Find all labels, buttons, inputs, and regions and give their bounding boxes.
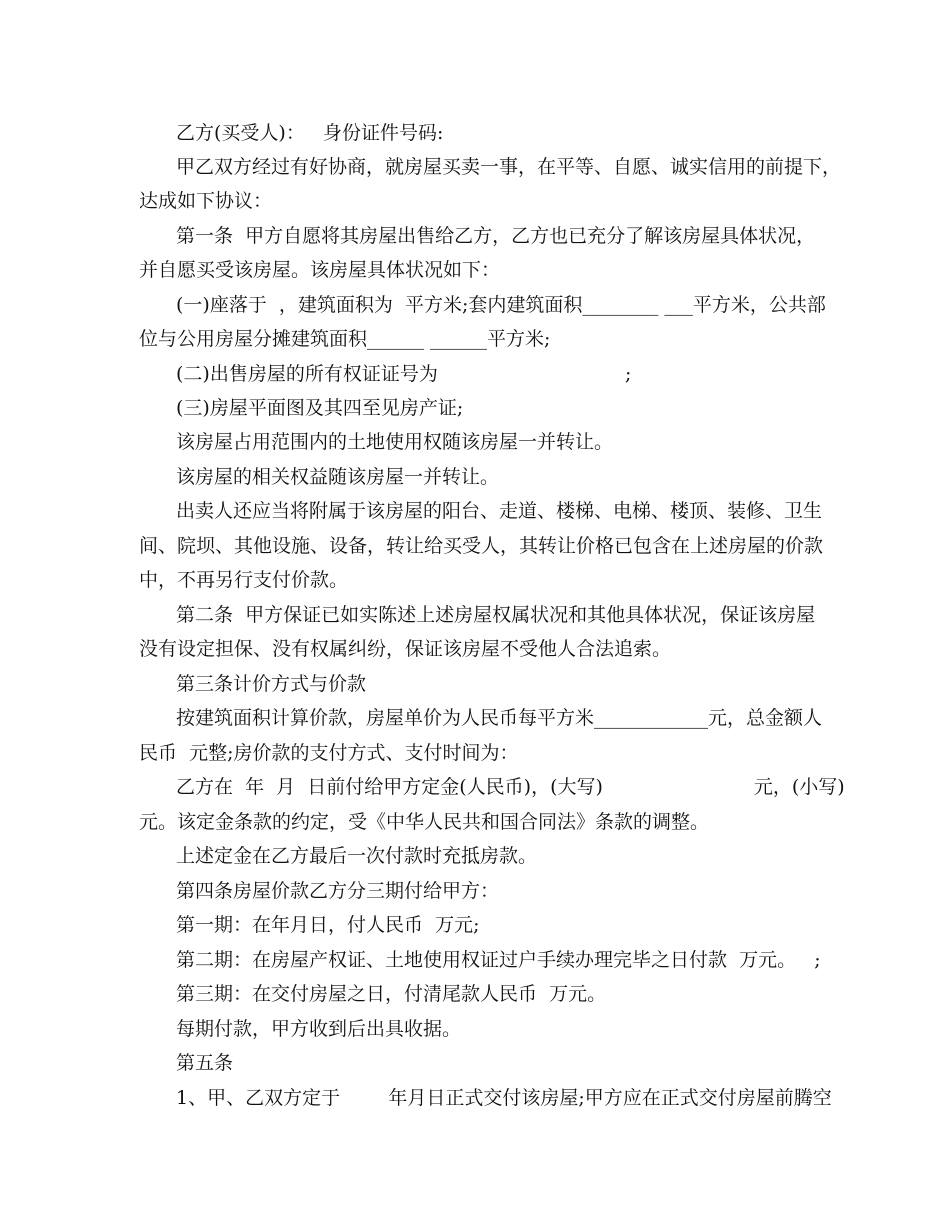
text-line: 甲乙双方经过有好协商，就房屋买卖一事，在平等、自愿、诚实信用的前提下， [176,156,842,178]
text-line: (三)房屋平面图及其四至见房产证; [176,397,464,419]
text-line: 每期付款，甲方收到后出具收据。 [176,1018,462,1040]
text-line: 民币 元整;房价款的支付方式、支付时间为： [139,742,519,764]
text-line: 并自愿买受该房屋。该房屋具体状况如下： [139,259,501,281]
text-line: 第二期：在房屋产权证、土地使用权证过户手续办理完毕之日付款 万元。 ; [176,949,821,971]
text-line: 没有设定担保、没有权属纠纷，保证该房屋不受他人合法追索。 [139,638,672,660]
article-1-heading: 第一条 甲方自愿将其房屋出售给乙方，乙方也已充分了解该房屋具体状况， [176,225,816,247]
text-line: 乙方在 年 月 日前付给甲方定金(人民币)，(大写) 元，(小写) [176,776,845,798]
text-line: 元。该定金条款的约定，受《中华人民共和国合同法》条款的调整。 [139,811,710,833]
article-3-heading: 第三条计价方式与价款 [176,673,367,695]
article-2-heading: 第二条 甲方保证已如实陈述上述房屋权属状况和其他具体状况，保证该房屋 [176,604,816,626]
article-5-heading: 第五条 [176,1052,234,1074]
text-line: 位与公用房屋分摊建筑面积______ ______平方米; [139,328,551,350]
text-line: (二)出售房屋的所有权证证号为 ; [176,363,632,385]
text-line: 第三期：在交付房屋之日，付清尾款人民币 万元。 [176,983,607,1005]
text-line: (一)座落于 ，建筑面积为 平方米;套内建筑面积________ ___平方米，公共部 [176,294,826,316]
text-line: 达成如下协议： [139,190,273,212]
text-line: 上述定金在乙方最后一次付款时充抵房款。 [176,845,538,867]
text-line: 中，不再另行支付价款。 [139,569,349,591]
text-line: 出卖人还应当将附属于该房屋的阳台、走道、楼梯、电梯、楼顶、装修、卫生 [176,500,823,522]
text-line: 第一期：在年月日，付人民币 万元; [176,914,480,936]
text-line: 1、甲、乙双方定于 年月日正式交付该房屋;甲方应在正式交付房屋前腾空 [176,1087,832,1109]
text-line: 该房屋占用范围内的土地使用权随该房屋一并转让。 [176,431,614,453]
article-4-heading: 第四条房屋价款乙方分三期付给甲方： [176,880,500,902]
text-line: 该房屋的相关权益随该房屋一并转让。 [176,466,500,488]
text-line: 按建筑面积计算价款，房屋单价为人民币每平方米____________元，总金额人 [176,707,823,729]
party-b-line: 乙方(买受人)： 身份证件号码: [176,122,444,144]
text-line: 间、院坝、其他设施、设备，转让给买受人，其转让价格已包含在上述房屋的价款 [139,535,824,557]
